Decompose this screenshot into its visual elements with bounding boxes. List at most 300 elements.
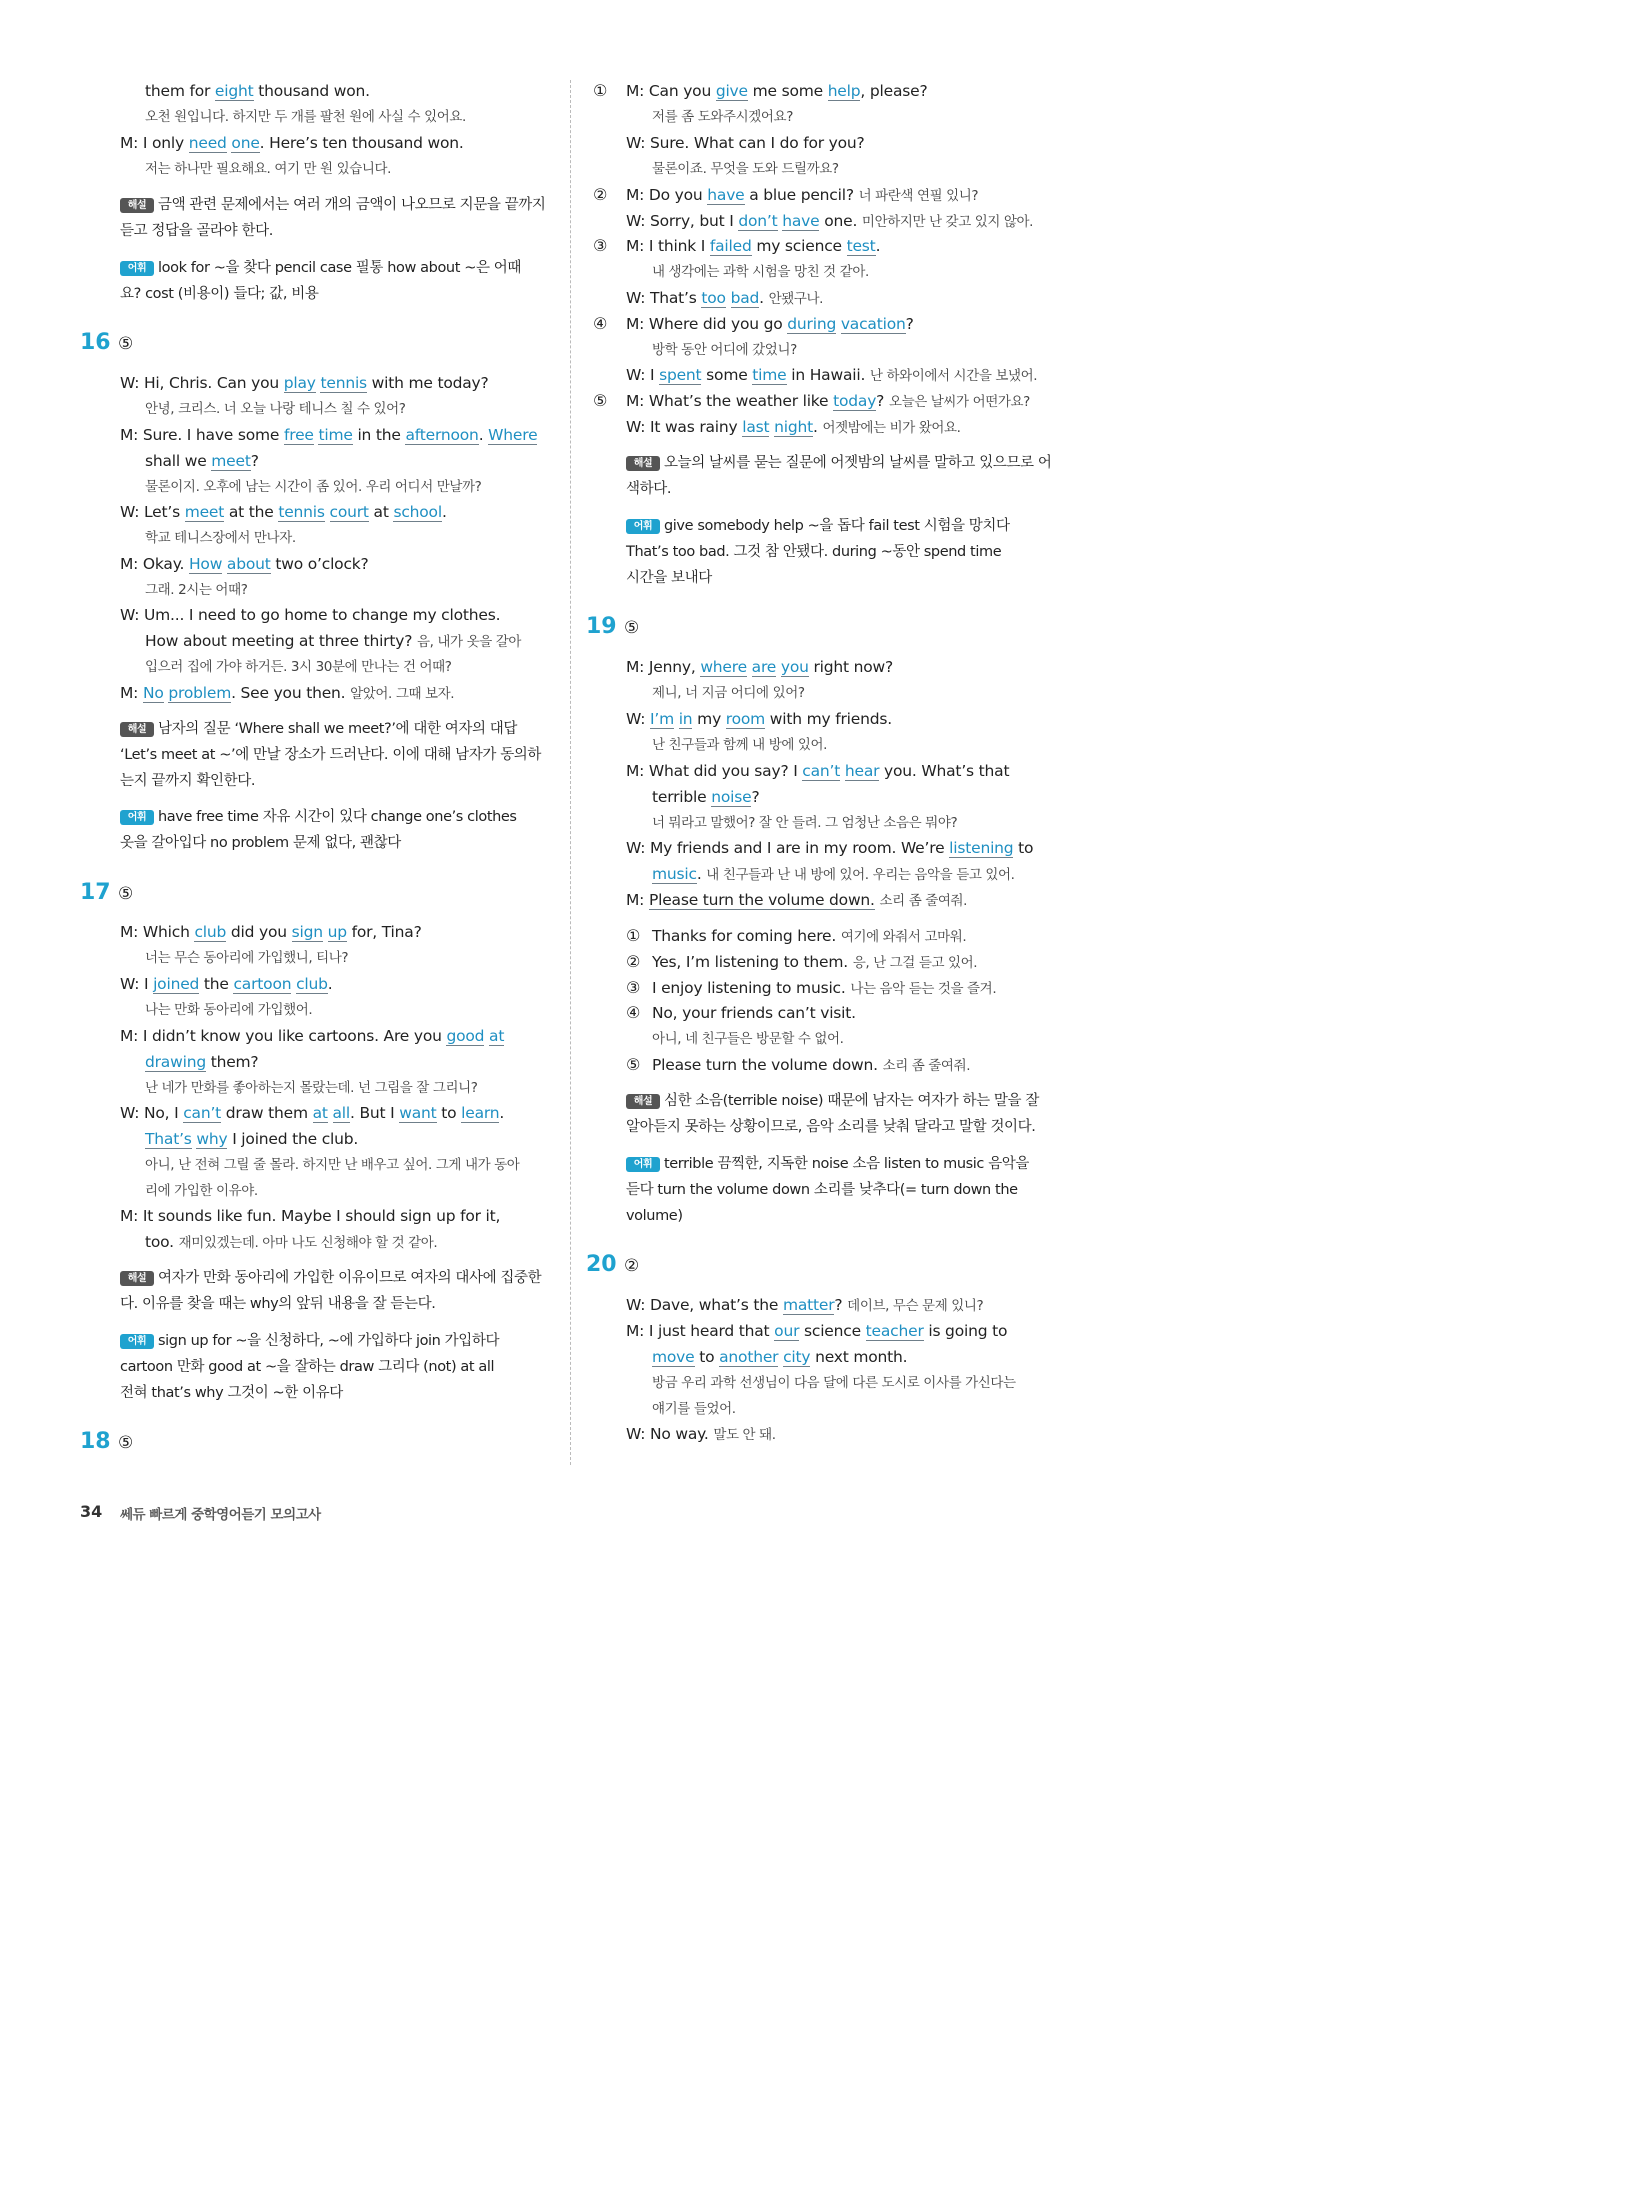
blank-keyword: play (283, 374, 316, 392)
text-segment: W: My friends and I are in my room. We’re (626, 839, 950, 857)
blank-keyword: during (787, 315, 837, 333)
explanation-line (120, 1383, 343, 1403)
blank-keyword: No (142, 684, 164, 702)
dialogue-line (652, 1055, 970, 1076)
dialogue-line (120, 373, 489, 393)
dialogue-line (120, 133, 464, 153)
blank-keyword: bad (730, 289, 760, 307)
blank-keyword: club (194, 923, 227, 941)
explanation-badge: 해설 (626, 1094, 660, 1109)
dialogue-line (120, 922, 422, 942)
korean-translation: 나는 만화 동아리에 가입했어. (145, 1002, 313, 1018)
explanation-line (626, 542, 1001, 562)
korean-translation: 미안하지만 난 갖고 있지 않아. (861, 214, 1034, 230)
text-segment (726, 289, 731, 307)
korean-translation: 재미있겠는데. 아마 나도 신청해야 할 것 같아. (178, 1235, 438, 1251)
text-segment: , please? (860, 82, 928, 100)
explanation-line (626, 1154, 1029, 1174)
text-segment: 색하다. (626, 481, 672, 497)
text-segment: M: I think I (626, 237, 710, 255)
blank-keyword: time (752, 366, 787, 384)
dialogue-line (120, 502, 447, 522)
choice-number: ④ (626, 1003, 641, 1022)
dialogue-line (626, 657, 893, 677)
korean-translation: 방금 우리 과학 선생님이 다음 달에 다른 도시로 이사를 가신다는 (652, 1375, 1016, 1391)
blank-keyword: problem (168, 684, 232, 702)
dialogue-line (626, 211, 1033, 232)
blank-keyword: city (783, 1348, 811, 1366)
korean-translation: 아니, 네 친구들은 방문할 수 없어. (652, 1031, 844, 1047)
answer-mark: ⑤ (624, 618, 640, 638)
blank-keyword: learn (461, 1104, 500, 1122)
explanation-line (120, 221, 273, 241)
text-segment: No, your friends can’t visit. (652, 1004, 856, 1022)
blank-keyword: need (188, 134, 227, 152)
text-segment: did you (226, 923, 292, 941)
text-segment: W: (626, 710, 650, 728)
blank-keyword: one (231, 134, 260, 152)
dialogue-line (626, 185, 978, 206)
choice-number: ② (626, 952, 641, 971)
blank-keyword: Where (488, 426, 538, 444)
blank-keyword: don’t (738, 212, 778, 230)
blank-keyword: failed (709, 237, 752, 255)
dialogue-line (626, 391, 1030, 412)
korean-translation: 나는 음악 듣는 것을 즐겨. (850, 981, 997, 997)
question-number: 17 (80, 880, 111, 905)
explanation-badge: 해설 (120, 722, 154, 737)
korean-translation: 오천 원입니다. 하지만 두 개를 팔천 원에 사실 수 있어요. (145, 109, 466, 125)
korean-translation: 안됐구나. (768, 291, 824, 307)
dialogue-line (120, 1103, 504, 1123)
text-segment: M: Can you (626, 82, 716, 100)
text-segment: volume) (626, 1208, 683, 1224)
korean-translation: 난 네가 만화를 좋아하는지 몰랐는데. 넌 그림을 잘 그리니? (145, 1080, 478, 1096)
vocabulary-badge: 어휘 (626, 1157, 660, 1172)
answer-mark: ⑤ (118, 334, 134, 354)
dialogue-line (120, 554, 369, 574)
blank-keyword: up (327, 923, 347, 941)
text-segment: in Hawaii. (786, 366, 870, 384)
explanation-line (626, 453, 1051, 473)
text-segment: . (478, 426, 489, 444)
dialogue-line (626, 890, 967, 911)
text-segment: . But I (350, 1104, 400, 1122)
dialogue-line (145, 631, 521, 652)
korean-translation: 학교 테니스장에서 만나자. (145, 530, 296, 546)
korean-translation: 소리 좀 줄여줘. (882, 1058, 971, 1074)
text-segment: Please turn the volume down. (652, 1056, 883, 1074)
text-segment: M: (120, 684, 143, 702)
text-segment: 는지 끝까지 확인한다. (120, 773, 256, 789)
blank-keyword: good (446, 1027, 485, 1045)
text-segment: M: I didn’t know you like cartoons. Are you (120, 1027, 447, 1045)
blank-keyword: at (312, 1104, 328, 1122)
text-segment: Yes, I’m listening to them. (652, 953, 853, 971)
text-segment: . (696, 865, 707, 883)
blank-keyword: vacation (840, 315, 906, 333)
explanation-line (120, 745, 541, 765)
text-segment: . (327, 975, 333, 993)
text-segment (328, 1104, 333, 1122)
choice-number: ③ (593, 236, 608, 255)
blank-keyword: How (188, 555, 223, 573)
explanation-line (626, 516, 1010, 536)
blank-keyword: school (393, 503, 442, 521)
blank-keyword: last (742, 418, 770, 436)
dialogue-line (626, 365, 1037, 386)
korean-translation: 리에 가입한 이유야. (145, 1183, 258, 1199)
text-segment: too. (145, 1233, 179, 1251)
dialogue-line (626, 133, 865, 153)
blank-keyword: afternoon (405, 426, 479, 444)
blank-keyword: teacher (865, 1322, 924, 1340)
blank-keyword: room (725, 710, 766, 728)
dialogue-line (626, 709, 892, 729)
dialogue-line (145, 1129, 358, 1149)
text-segment: . (441, 503, 447, 521)
dialogue-line (652, 952, 977, 973)
blank-keyword: matter (782, 1296, 835, 1314)
text-segment: ? (905, 315, 914, 333)
korean-translation: 오늘은 날씨가 어떤가요? (888, 394, 1030, 410)
blank-keyword: meet (211, 452, 251, 470)
blank-keyword: noise (711, 788, 752, 806)
blank-keyword: meet (184, 503, 225, 521)
text-segment: Thanks for coming here. (652, 927, 841, 945)
text-segment: at (368, 503, 394, 521)
text-segment: M: Sure. I have some (120, 426, 284, 444)
text-segment: M: Which (120, 923, 195, 941)
blank-keyword: can’t (183, 1104, 222, 1122)
text-segment: terrible (652, 788, 712, 806)
text-segment: my (692, 710, 726, 728)
blank-keyword: too (701, 289, 726, 307)
text-segment: to (436, 1104, 462, 1122)
korean-translation: 응, 난 그걸 듣고 있어. (852, 955, 978, 971)
text-segment: M: I just heard that (626, 1322, 775, 1340)
text-segment: . (813, 418, 823, 436)
vocabulary-badge: 어휘 (120, 810, 154, 825)
korean-translation: 난 하와이에서 시간을 보냈어. (869, 368, 1038, 384)
dialogue-line (120, 1206, 500, 1226)
explanation-line (120, 807, 517, 827)
choice-number: ⑤ (626, 1055, 641, 1074)
text-segment: them for (145, 82, 215, 100)
blank-keyword: our (774, 1322, 800, 1340)
explanation-line (120, 258, 521, 278)
blank-keyword: all (332, 1104, 351, 1122)
text-segment: . (875, 237, 881, 255)
text-segment: W: No, I (120, 1104, 184, 1122)
korean-translation: 소리 좀 줄여줘. (879, 893, 968, 909)
text-segment: ? (876, 392, 889, 410)
text-segment (325, 503, 330, 521)
explanation-line (120, 1331, 499, 1351)
text-segment: terrible 끔찍한, 지독한 noise 소음 listen to music 음악을 (664, 1156, 1030, 1172)
blank-keyword: time (318, 426, 353, 444)
answer-underline: Please turn the volume down. (648, 891, 875, 909)
text-segment: W: Let’s (120, 503, 185, 521)
text-segment: have free time 자유 시간이 있다 change one’s clothes (158, 809, 517, 825)
dialogue-line (652, 1347, 907, 1367)
dialogue-line (626, 417, 961, 438)
dialogue-line (626, 761, 1009, 781)
explanation-line (120, 1294, 435, 1314)
dialogue-line (626, 1321, 1007, 1341)
text-segment: I joined the club. (227, 1130, 359, 1148)
text-segment: shall we (145, 452, 212, 470)
text-segment: 듣다 turn the volume down 소리를 낮추다(= turn down the (626, 1182, 1018, 1198)
text-segment: 다. 이유를 찾을 때는 why의 앞뒤 내용을 잘 듣는다. (120, 1296, 436, 1312)
korean-translation: 아니, 난 전혀 그릴 줄 몰라. 하지만 난 배우고 싶어. 그게 내가 동아 (145, 1157, 520, 1173)
question-number: 16 (80, 330, 111, 355)
text-segment: W: I (120, 975, 154, 993)
dialogue-line (120, 974, 333, 994)
blank-keyword: night (774, 418, 814, 436)
question-number: 18 (80, 1429, 111, 1454)
text-segment: I enjoy listening to music. (652, 979, 851, 997)
text-segment: 금액 관련 문제에서는 여러 개의 금액이 나오므로 지문을 끝까지 (158, 197, 546, 213)
blank-keyword: court (329, 503, 369, 521)
text-segment: 옷을 갈아입다 no problem 문제 없다, 괜찮다 (120, 835, 401, 851)
vocabulary-badge: 어휘 (120, 1334, 154, 1349)
dialogue-line (145, 1052, 258, 1072)
blank-keyword: are (751, 658, 777, 676)
text-segment: to (1013, 839, 1034, 857)
dialogue-line (626, 314, 914, 334)
text-segment: 시간을 보내다 (626, 570, 712, 586)
text-segment: two o’clock? (270, 555, 369, 573)
explanation-line (120, 1268, 541, 1288)
text-segment: W: Dave, what’s the (626, 1296, 783, 1314)
dialogue-line (652, 787, 759, 807)
korean-translation: 내 친구들과 난 내 방에 있어. 우리는 음악을 듣고 있어. (706, 867, 1015, 883)
korean-translation: 알았어. 그때 보자. (350, 686, 455, 702)
text-segment: cartoon 만화 good at ~을 잘하는 draw 그리다 (not) at all (120, 1359, 495, 1375)
blank-keyword: test (846, 237, 876, 255)
text-segment: give somebody help ~을 돕다 fail test 시험을 망치다 (664, 518, 1010, 534)
choice-number: ⑤ (593, 391, 608, 410)
explanation-line (120, 284, 319, 304)
blank-keyword: cartoon (233, 975, 292, 993)
choice-number: ③ (626, 978, 641, 997)
text-segment: ? (834, 1296, 848, 1314)
explanation-badge: 해설 (120, 198, 154, 213)
text-segment: M: Do you (626, 186, 708, 204)
question-number: 20 (586, 1252, 617, 1277)
blank-keyword: music (652, 865, 697, 883)
text-segment: look for ~을 찾다 pencil case 필통 how about ~은 어때 (158, 260, 521, 276)
text-segment: W: Um... I need to go home to change my clothes. (120, 606, 501, 624)
text-segment: ? (250, 452, 259, 470)
text-segment: M: Okay. (120, 555, 189, 573)
blank-keyword: about (226, 555, 271, 573)
answer-mark: ⑤ (118, 884, 134, 904)
explanation-line (120, 1357, 494, 1377)
text-segment: That’s too bad. 그것 참 안됐다. during ~동안 spend time (626, 544, 1002, 560)
question-number: 19 (586, 614, 617, 639)
explanation-line (626, 568, 712, 588)
text-segment: next month. (810, 1348, 908, 1366)
korean-translation: 저를 좀 도와주시겠어요? (652, 109, 793, 125)
dialogue-line (626, 838, 1033, 858)
korean-translation: 내 생각에는 과학 시험을 망친 것 같아. (652, 264, 869, 280)
book-title: 쎄듀 빠르게 중학영어듣기 모의고사 (120, 1507, 321, 1523)
dialogue-line (120, 605, 500, 625)
text-segment: to (694, 1348, 720, 1366)
vocabulary-badge: 어휘 (626, 519, 660, 534)
korean-translation: 음, 내가 옷을 갈아 (416, 634, 522, 650)
korean-translation: 데이브, 무슨 문제 있니? (847, 1298, 984, 1314)
korean-translation: 그래. 2시는 어때? (145, 582, 248, 598)
text-segment: M: What’s the weather like (626, 392, 834, 410)
text-segment: is going to (923, 1322, 1008, 1340)
blank-keyword: eight (214, 82, 254, 100)
column-divider (570, 80, 571, 1465)
korean-translation: 여기에 와줘서 고마워. (840, 929, 967, 945)
text-segment: you. What’s that (879, 762, 1010, 780)
page-number: 34 (80, 1502, 103, 1521)
text-segment: 심한 소음(terrible noise) 때문에 남자는 여자가 하는 말을 잘 (664, 1093, 1039, 1109)
dialogue-line (626, 81, 927, 101)
text-segment: ‘Let’s meet at ~’에 만날 장소가 드러난다. 이에 대해 남자가 동의하 (120, 747, 542, 763)
korean-translation: 난 친구들과 함께 내 방에 있어. (652, 737, 828, 753)
explanation-line (120, 833, 401, 853)
dialogue-line (652, 926, 966, 947)
text-segment: with my friends. (765, 710, 892, 728)
text-segment: 요? cost (비용이) 들다; 값, 비용 (120, 286, 319, 302)
vocabulary-badge: 어휘 (120, 261, 154, 276)
text-segment: M: I only (120, 134, 189, 152)
explanation-line (626, 1206, 683, 1226)
text-segment: 남자의 질문 ‘Where shall we meet?’에 대한 여자의 대답 (158, 721, 518, 737)
text-segment: W: Sure. What can I do for you? (626, 134, 865, 152)
blank-keyword: move (652, 1348, 695, 1366)
text-segment: 오늘의 날씨를 묻는 질문에 어젯밤의 날씨를 말하고 있으므로 어 (664, 455, 1052, 471)
text-segment: in the (352, 426, 406, 444)
text-segment: me some (747, 82, 828, 100)
explanation-line (626, 479, 671, 499)
text-segment: science (799, 1322, 866, 1340)
blank-keyword: sign (291, 923, 323, 941)
blank-keyword: today (833, 392, 877, 410)
text-segment: . Here’s ten thousand won. (259, 134, 464, 152)
choice-number: ① (593, 81, 608, 100)
text-segment: . See you then. (231, 684, 351, 702)
blank-keyword: hear (844, 762, 880, 780)
text-segment: a blue pencil? (744, 186, 859, 204)
korean-translation: 너 뭐라고 말했어? 잘 안 들려. 그 엄청난 소음은 뭐야? (652, 815, 958, 831)
korean-translation: 어젯밤에는 비가 왔어요. (822, 420, 961, 436)
blank-keyword: have (782, 212, 820, 230)
dialogue-line (120, 683, 454, 704)
explanation-line (120, 195, 545, 215)
text-segment: W: Hi, Chris. Can you (120, 374, 284, 392)
text-segment: How about meeting at three thirty? (145, 632, 417, 650)
text-segment: ? (751, 788, 760, 806)
text-segment: W: Sorry, but I (626, 212, 739, 230)
korean-translation: 저는 하나만 필요해요. 여기 만 원 있습니다. (145, 161, 392, 177)
blank-keyword: can’t (802, 762, 841, 780)
text-segment: W: It was rainy (626, 418, 743, 436)
explanation-badge: 해설 (626, 456, 660, 471)
text-segment: my science (751, 237, 847, 255)
text-segment: 알아듣지 못하는 상황이므로, 음악 소리를 낮춰 달라고 말할 것이다. (626, 1119, 1036, 1135)
text-segment (674, 710, 679, 728)
text-segment: thousand won. (253, 82, 370, 100)
dialogue-line (120, 425, 537, 445)
answer-mark: ② (624, 1256, 640, 1276)
blank-keyword: you (780, 658, 809, 676)
blank-keyword: want (399, 1104, 437, 1122)
text-segment: for, Tina? (346, 923, 422, 941)
blank-keyword: That’s (145, 1130, 192, 1148)
korean-translation: 안녕, 크리스. 너 오늘 나랑 테니스 칠 수 있어? (145, 401, 406, 417)
explanation-line (626, 1091, 1039, 1111)
text-segment: sign up for ~을 신청하다, ~에 가입하다 join 가입하다 (158, 1333, 500, 1349)
text-segment: with me today? (366, 374, 489, 392)
blank-keyword: where (700, 658, 747, 676)
blank-keyword: free (283, 426, 314, 444)
blank-keyword: give (715, 82, 748, 100)
explanation-line (120, 771, 255, 791)
text-segment: W: That’s (626, 289, 702, 307)
dialogue-line (120, 1026, 504, 1046)
text-segment: . (759, 289, 769, 307)
blank-keyword: drawing (145, 1053, 206, 1071)
blank-keyword: tennis (320, 374, 367, 392)
korean-translation: 말도 안 돼. (713, 1427, 776, 1443)
text-segment: M: (626, 891, 649, 909)
text-segment: W: I (626, 366, 660, 384)
dialogue-line (626, 236, 880, 256)
answer-mark: ⑤ (118, 1433, 134, 1453)
choice-number: ④ (593, 314, 608, 333)
blank-keyword: why (196, 1130, 228, 1148)
korean-translation: 너는 무슨 동아리에 가입했니, 티나? (145, 950, 349, 966)
blank-keyword: help (827, 82, 861, 100)
explanation-badge: 해설 (120, 1271, 154, 1286)
explanation-line (120, 719, 517, 739)
choice-number: ② (593, 185, 608, 204)
text-segment: M: What did you say? I (626, 762, 803, 780)
blank-keyword: at (489, 1027, 505, 1045)
text-segment: them? (205, 1053, 259, 1071)
text-segment: . (499, 1104, 505, 1122)
korean-translation: 물론이지. 오후에 남는 시간이 좀 있어. 우리 어디서 만날까? (145, 479, 482, 495)
dialogue-line (145, 81, 370, 101)
korean-translation: 너 파란색 연필 있니? (858, 188, 979, 204)
dialogue-line (626, 1424, 776, 1445)
explanation-line (626, 1117, 1035, 1137)
korean-translation: 입으러 집에 가야 하거든. 3시 30분에 만나는 건 어때? (145, 659, 452, 675)
dialogue-line (652, 1003, 856, 1023)
blank-keyword: another (719, 1348, 779, 1366)
dialogue-line (626, 1295, 983, 1316)
text-segment: M: Jenny, (626, 658, 701, 676)
dialogue-line (626, 288, 823, 309)
text-segment: one. (819, 212, 862, 230)
blank-keyword: tennis (278, 503, 325, 521)
blank-keyword: spent (659, 366, 702, 384)
text-segment: draw them (221, 1104, 313, 1122)
explanation-line (626, 1180, 1018, 1200)
text-segment (747, 658, 752, 676)
text-segment (323, 923, 328, 941)
dialogue-line (652, 978, 996, 999)
blank-keyword: in (678, 710, 693, 728)
